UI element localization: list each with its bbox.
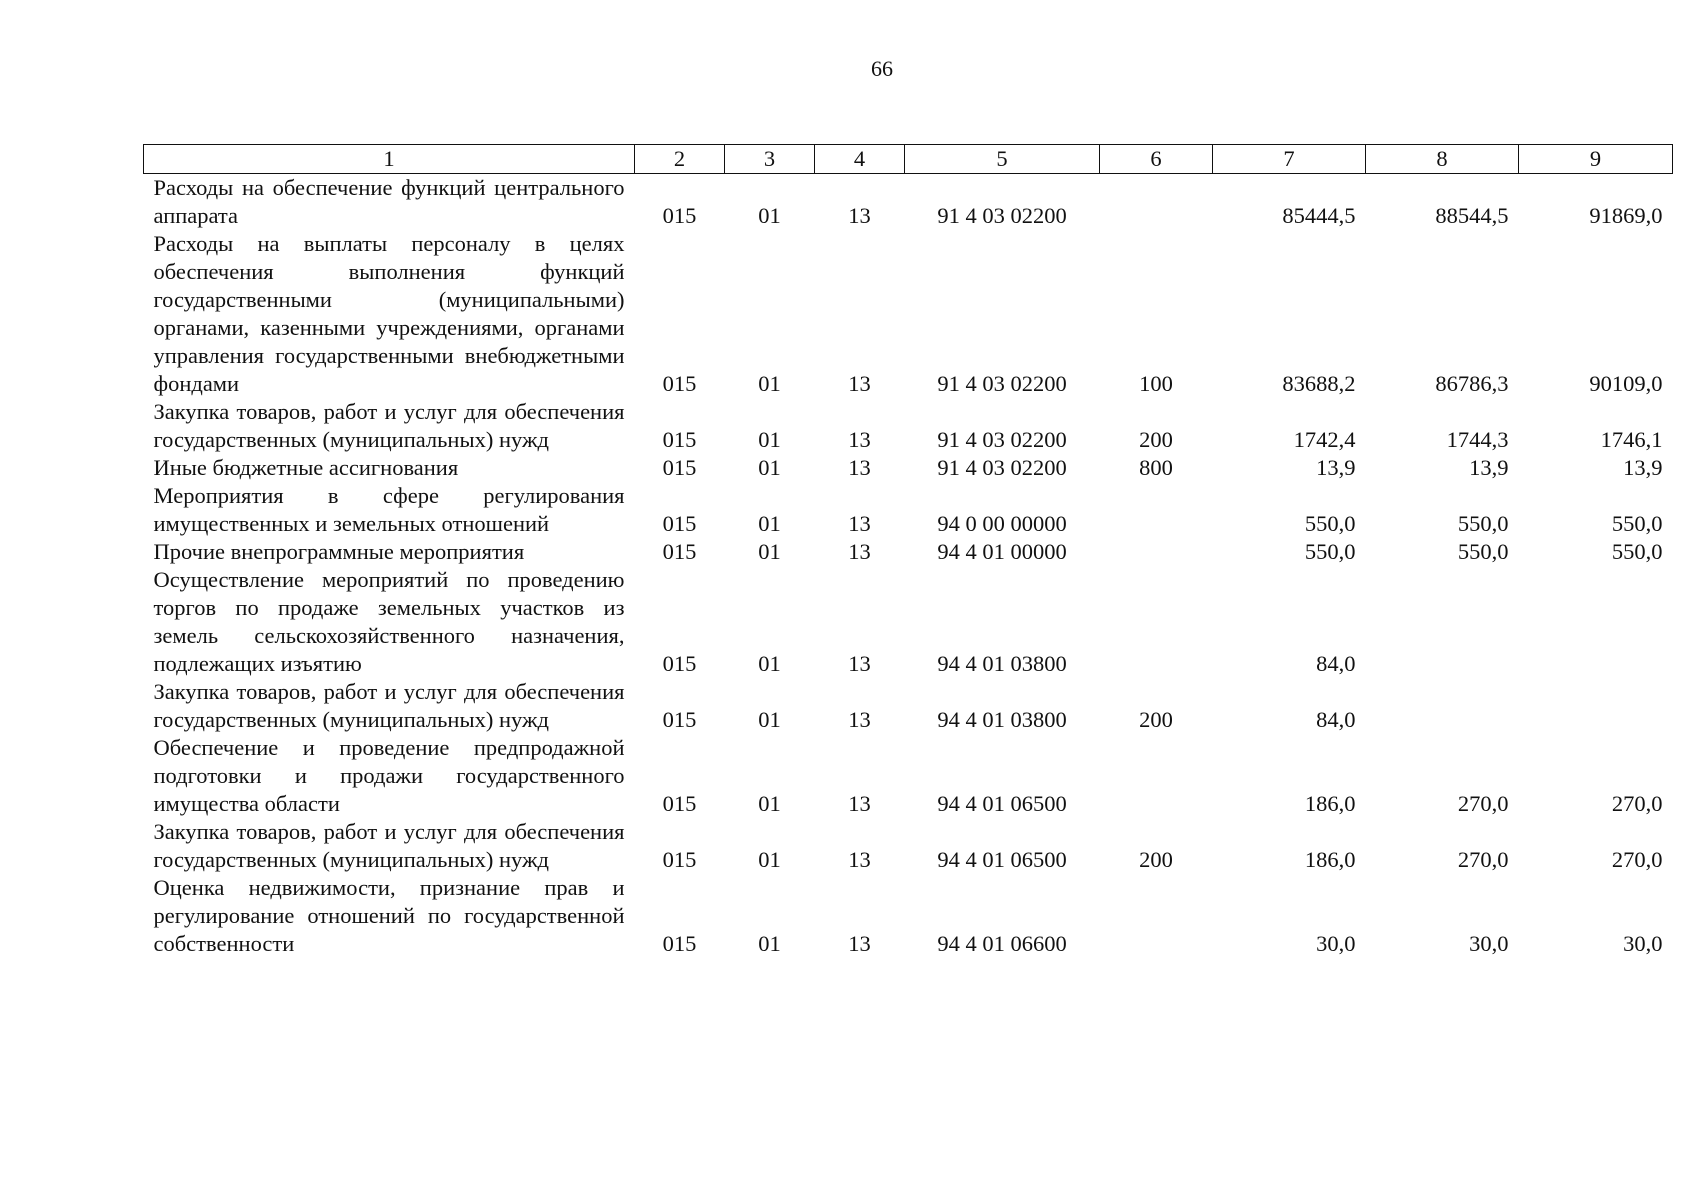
row-description: Обеспечение и проведение предпродажной подготовки и продажи государственного имущества области <box>153 735 625 816</box>
row-description: Расходы на обеспечение функций центрального аппарата <box>153 175 625 228</box>
cell-amount-year-3: 13,9 <box>1623 455 1663 480</box>
cell-amount-year-1: 1742,4 <box>1293 427 1356 452</box>
cell-amount-year-3: 90109,0 <box>1589 371 1663 396</box>
cell-amount-year-2: 13,9 <box>1469 455 1509 480</box>
column-header-4: 4 <box>815 145 905 174</box>
cell-amount-year-3 <box>1519 678 1673 734</box>
cell-amount-year-1: 84,0 <box>1316 707 1356 732</box>
cell-subsection: 13 <box>848 455 871 480</box>
cell-subsection: 13 <box>848 931 871 956</box>
cell-subsection: 13 <box>848 203 871 228</box>
cell-expense-type: 200 <box>1139 427 1173 452</box>
cell-expense-type <box>1100 174 1213 231</box>
cell-amount-year-2: 550,0 <box>1457 539 1509 564</box>
column-header-7: 7 <box>1213 145 1366 174</box>
cell-section: 01 <box>758 371 781 396</box>
cell-subsection: 13 <box>848 371 871 396</box>
cell-section: 01 <box>758 847 781 872</box>
cell-amount-year-1: 13,9 <box>1316 455 1356 480</box>
table-row <box>144 538 1673 566</box>
cell-expense-type: 200 <box>1139 707 1173 732</box>
row-description: Осуществление мероприятий по проведению торгов по продаже земельных участков из земель сельскохозяйственного назначения, подлежащих изъятию <box>153 567 625 676</box>
row-description: Расходы на выплаты персоналу в целях обеспечения выполнения функций государственными (муниципальными) органами, казенными учреждениями, органами управления государственными внебюджетными фондами <box>153 231 625 396</box>
table-row <box>144 230 1673 398</box>
cell-amount-year-3: 30,0 <box>1623 931 1663 956</box>
cell-amount-year-2: 270,0 <box>1457 791 1509 816</box>
column-header-8: 8 <box>1366 145 1519 174</box>
cell-ministry-code: 015 <box>662 651 697 676</box>
cell-amount-year-1: 30,0 <box>1316 931 1356 956</box>
cell-target-article: 94 4 01 06600 <box>937 931 1067 956</box>
column-header-3: 3 <box>725 145 815 174</box>
cell-amount-year-3 <box>1519 566 1673 678</box>
cell-subsection: 13 <box>848 539 871 564</box>
cell-amount-year-1: 186,0 <box>1304 847 1356 872</box>
cell-amount-year-3: 91869,0 <box>1589 203 1663 228</box>
cell-ministry-code: 015 <box>662 791 697 816</box>
cell-ministry-code: 015 <box>662 847 697 872</box>
cell-amount-year-1: 85444,5 <box>1282 203 1356 228</box>
table-row <box>144 174 1673 231</box>
table-row <box>144 454 1673 482</box>
table-row <box>144 734 1673 818</box>
cell-expense-type: 800 <box>1139 455 1173 480</box>
cell-target-article: 91 4 03 02200 <box>937 371 1067 396</box>
cell-amount-year-1: 83688,2 <box>1282 371 1356 396</box>
page-number: 66 <box>871 56 893 81</box>
cell-expense-type <box>1100 874 1213 958</box>
cell-expense-type <box>1100 566 1213 678</box>
cell-amount-year-2 <box>1366 678 1519 734</box>
row-description: Мероприятия в сфере регулирования имущественных и земельных отношений <box>153 483 625 536</box>
cell-section: 01 <box>758 427 781 452</box>
cell-target-article: 94 4 01 06500 <box>937 847 1067 872</box>
cell-target-article: 91 4 03 02200 <box>937 427 1067 452</box>
cell-amount-year-1: 550,0 <box>1304 539 1356 564</box>
cell-target-article: 94 4 01 03800 <box>937 651 1067 676</box>
cell-expense-type <box>1100 482 1213 538</box>
cell-amount-year-2: 86786,3 <box>1435 371 1509 396</box>
column-header-1: 1 <box>144 145 635 174</box>
cell-amount-year-3: 270,0 <box>1611 847 1663 872</box>
cell-target-article: 94 4 01 03800 <box>937 707 1067 732</box>
table-row <box>144 482 1673 538</box>
row-description: Закупка товаров, работ и услуг для обеспечения государственных (муниципальных) нужд <box>153 679 625 732</box>
cell-ministry-code: 015 <box>662 427 697 452</box>
cell-subsection: 13 <box>848 651 871 676</box>
budget-table <box>143 144 1673 958</box>
cell-section: 01 <box>758 455 781 480</box>
cell-amount-year-3: 1746,1 <box>1600 427 1663 452</box>
cell-section: 01 <box>758 931 781 956</box>
cell-amount-year-1: 84,0 <box>1316 651 1356 676</box>
cell-amount-year-2: 270,0 <box>1457 847 1509 872</box>
column-header-2: 2 <box>635 145 725 174</box>
cell-subsection: 13 <box>848 427 871 452</box>
cell-amount-year-2: 550,0 <box>1457 511 1509 536</box>
row-description: Закупка товаров, работ и услуг для обеспечения государственных (муниципальных) нужд <box>153 399 625 452</box>
cell-section: 01 <box>758 203 781 228</box>
table-row <box>144 874 1673 958</box>
cell-section: 01 <box>758 511 781 536</box>
row-description: Оценка недвижимости, признание прав и регулирование отношений по государственной собственности <box>153 875 625 956</box>
cell-subsection: 13 <box>848 791 871 816</box>
cell-subsection: 13 <box>848 707 871 732</box>
cell-section: 01 <box>758 539 781 564</box>
cell-section: 01 <box>758 707 781 732</box>
cell-target-article: 94 4 01 00000 <box>937 539 1067 564</box>
cell-target-article: 94 4 01 06500 <box>937 791 1067 816</box>
cell-amount-year-2 <box>1366 566 1519 678</box>
table-row <box>144 678 1673 734</box>
cell-amount-year-2: 30,0 <box>1469 931 1509 956</box>
cell-expense-type: 100 <box>1139 371 1173 396</box>
cell-ministry-code: 015 <box>662 707 697 732</box>
cell-amount-year-1: 550,0 <box>1304 511 1356 536</box>
cell-ministry-code: 015 <box>662 931 697 956</box>
cell-amount-year-3: 270,0 <box>1611 791 1663 816</box>
cell-expense-type <box>1100 538 1213 566</box>
row-description: Закупка товаров, работ и услуг для обеспечения государственных (муниципальных) нужд <box>153 819 625 872</box>
cell-expense-type <box>1100 734 1213 818</box>
cell-amount-year-1: 186,0 <box>1304 791 1356 816</box>
table-body <box>144 174 1673 959</box>
cell-amount-year-3: 550,0 <box>1611 539 1663 564</box>
table-row <box>144 818 1673 874</box>
cell-section: 01 <box>758 791 781 816</box>
column-header-5: 5 <box>905 145 1100 174</box>
row-description: Прочие внепрограммные мероприятия <box>153 539 525 564</box>
table-row <box>144 566 1673 678</box>
column-header-9: 9 <box>1519 145 1673 174</box>
cell-ministry-code: 015 <box>662 371 697 396</box>
cell-ministry-code: 015 <box>662 511 697 536</box>
table-row <box>144 398 1673 454</box>
row-description: Иные бюджетные ассигнования <box>153 455 459 480</box>
cell-ministry-code: 015 <box>662 203 697 228</box>
cell-amount-year-2: 1744,3 <box>1446 427 1509 452</box>
cell-subsection: 13 <box>848 847 871 872</box>
cell-target-article: 91 4 03 02200 <box>937 455 1067 480</box>
cell-ministry-code: 015 <box>662 539 697 564</box>
header-row <box>144 145 1673 174</box>
cell-section: 01 <box>758 651 781 676</box>
cell-amount-year-2: 88544,5 <box>1435 203 1509 228</box>
cell-target-article: 91 4 03 02200 <box>937 203 1067 228</box>
cell-expense-type: 200 <box>1139 847 1173 872</box>
cell-amount-year-3: 550,0 <box>1611 511 1663 536</box>
column-header-6: 6 <box>1100 145 1213 174</box>
cell-target-article: 94 0 00 00000 <box>937 511 1067 536</box>
cell-ministry-code: 015 <box>662 455 697 480</box>
cell-subsection: 13 <box>848 511 871 536</box>
